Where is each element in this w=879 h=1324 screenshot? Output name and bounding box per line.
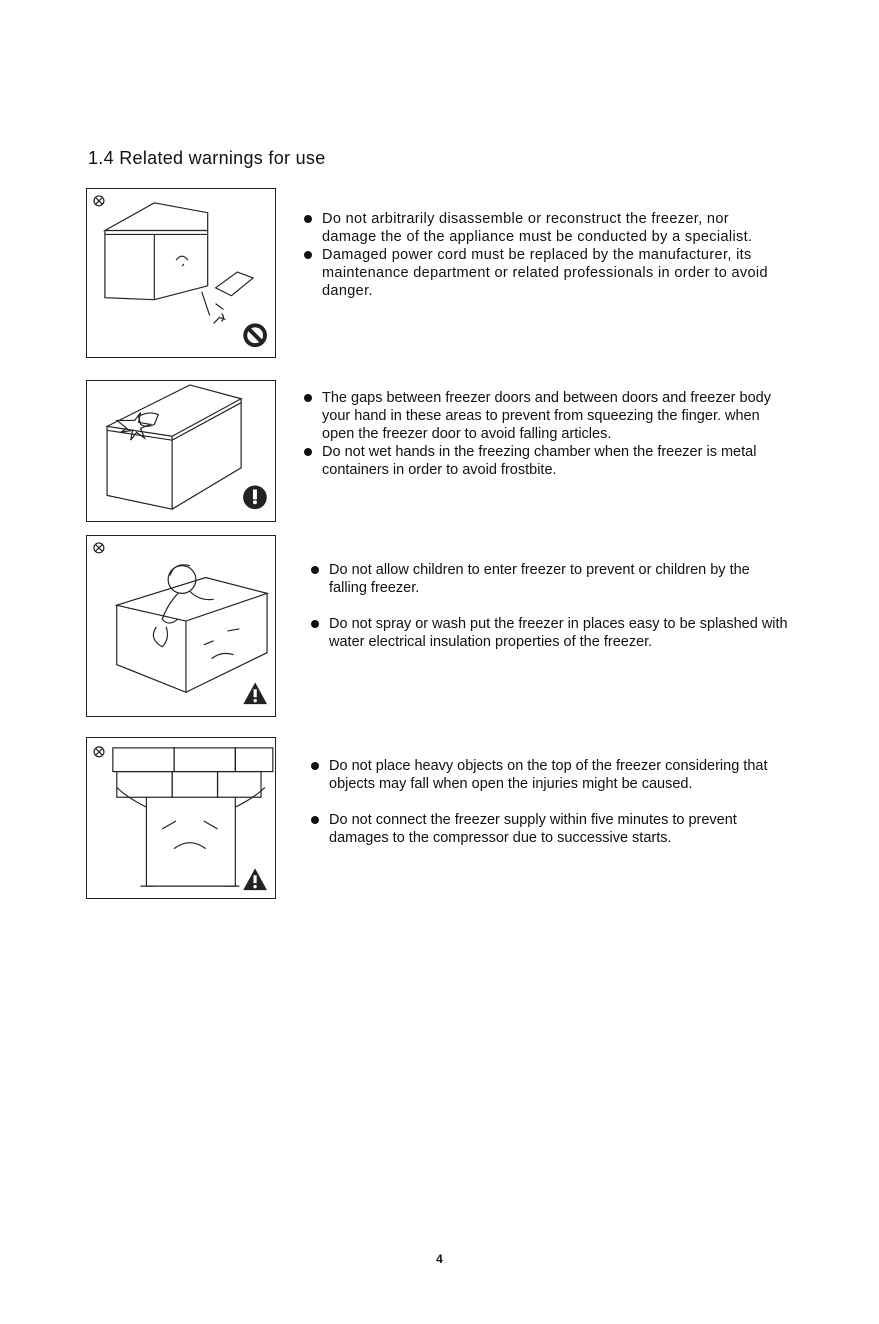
child-on-freezer-illustration xyxy=(87,536,275,716)
illustration-panel-heavy-objects xyxy=(86,737,276,899)
warning-item: Do not arbitrarily disassemble or reconstruct the freezer, nor damage the of the appliance must be conducted by a specialist. xyxy=(302,210,782,246)
illustration-panel-children xyxy=(86,535,276,717)
warning-item: Do not spray or wash put the freezer in places easy to be splashed with water electrical insulation properties of the freezer. xyxy=(309,615,789,651)
illustration-panel-disassemble xyxy=(86,188,276,358)
section-heading: 1.4 Related warnings for use xyxy=(88,148,326,168)
warning-item: Do not wet hands in the freezing chamber when the freezer is metal containers in order to avoid frostbite. xyxy=(302,443,782,479)
exclamation-icon xyxy=(243,486,267,510)
warning-item: Do not connect the freezer supply within five minutes to prevent damages to the compressor due to successive starts. xyxy=(309,811,789,847)
warning-list-1 xyxy=(302,210,782,300)
freezer-carrying-boxes-illustration xyxy=(87,738,275,898)
warning-triangle-icon xyxy=(243,868,267,890)
warning-list-2 xyxy=(302,389,782,479)
freezer-disassemble-illustration xyxy=(87,189,275,357)
warning-list-3 xyxy=(309,561,789,651)
warning-item: Do not allow children to enter freezer to prevent or children by the falling freezer. xyxy=(309,561,789,597)
warning-item: Damaged power cord must be replaced by the manufacturer, its maintenance department or related professionals in order to avoid danger. xyxy=(302,246,782,300)
illustration-panel-gaps xyxy=(86,380,276,522)
warning-list-4 xyxy=(309,757,789,847)
page-number: 4 xyxy=(436,1252,443,1266)
no-entry-icon xyxy=(243,323,267,347)
freezer-hand-illustration xyxy=(87,381,275,521)
warning-triangle-icon xyxy=(243,682,267,704)
warning-item: The gaps between freezer doors and between doors and freezer body your hand in these areas to prevent from squeezing the finger. when open the freezer door to avoid falling articles. xyxy=(302,389,782,443)
warning-item: Do not place heavy objects on the top of the freezer considering that objects may fall when open the injuries might be caused. xyxy=(309,757,789,793)
